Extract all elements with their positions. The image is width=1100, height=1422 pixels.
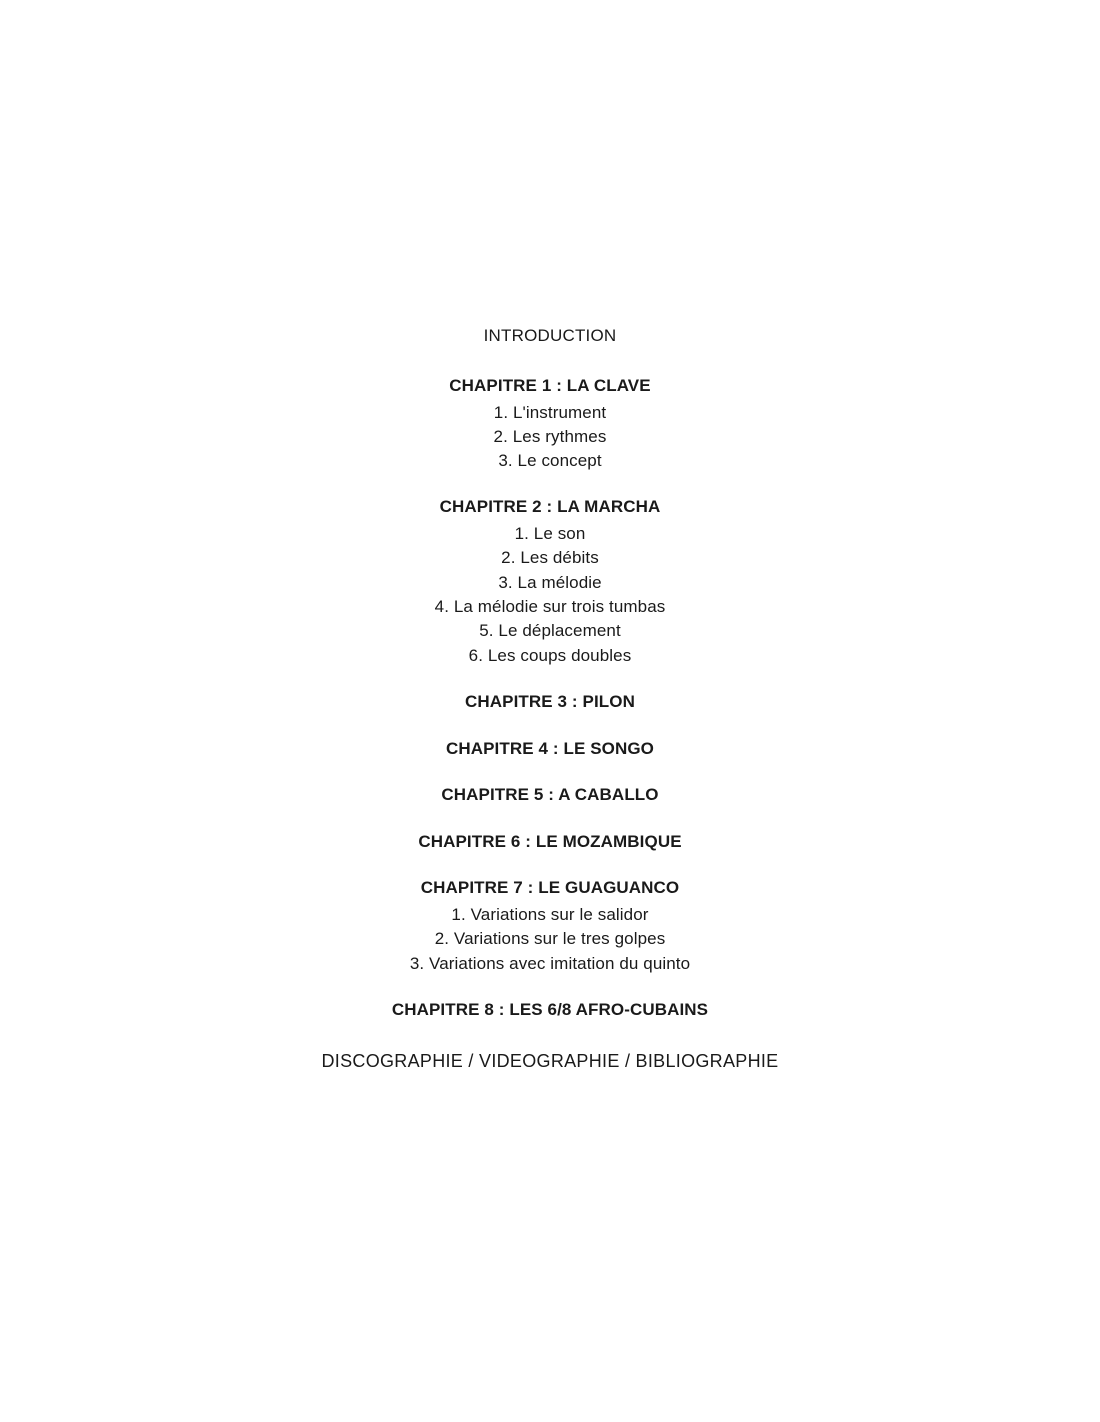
chapter-block-6 <box>0 830 1100 855</box>
chapter-block-2 <box>0 495 1100 667</box>
chapter-section-item: 3. Variations avec imitation du quinto <box>409 953 691 973</box>
chapter-section-item: 2. Variations sur le tres golpes <box>434 929 666 949</box>
chapter-title: CHAPITRE 1 : LA CLAVE <box>449 375 651 395</box>
chapter-title: CHAPITRE 7 : LE GUAGUANCO <box>420 878 680 898</box>
chapter-title: CHAPITRE 8 : LES 6/8 AFRO-CUBAINS <box>391 999 709 1019</box>
chapter-title: CHAPITRE 3 : PILON <box>465 691 635 711</box>
chapter-section-item: 1. Variations sur le salidor <box>451 905 649 925</box>
chapter-block-5 <box>0 783 1100 808</box>
toc-footer-entry: DISCOGRAPHIE / VIDEOGRAPHIE / BIBLIOGRAPHIE <box>321 1050 779 1071</box>
toc-intro-entry: INTRODUCTION <box>483 326 617 345</box>
chapter-title: CHAPITRE 6 : LE MOZAMBIQUE <box>418 831 682 851</box>
chapter-block-3 <box>0 690 1100 715</box>
chapter-section-item: 4. La mélodie sur trois tumbas <box>434 597 666 616</box>
chapter-title: CHAPITRE 5 : A CABALLO <box>441 785 659 805</box>
chapter-section-item: 1. L'instrument <box>493 402 607 422</box>
chapter-title: CHAPITRE 2 : LA MARCHA <box>439 497 661 517</box>
chapter-block-8 <box>0 998 1100 1023</box>
chapter-block-7 <box>0 876 1100 976</box>
chapter-section-item: 6. Les coups doubles <box>468 645 632 665</box>
chapter-section-item: 5. Le déplacement <box>479 621 621 641</box>
chapter-section-item: 2. Les débits <box>501 548 599 568</box>
chapter-title: CHAPITRE 4 : LE SONGO <box>445 738 654 758</box>
chapter-section-item: 1. Le son <box>514 524 586 544</box>
table-of-contents <box>0 325 1100 1073</box>
chapter-section-item: 3. La mélodie <box>498 572 602 592</box>
chapter-block-4 <box>0 737 1100 762</box>
chapter-section-item: 3. Le concept <box>498 451 602 471</box>
chapter-block-1 <box>0 374 1100 474</box>
chapter-section-item: 2. Les rythmes <box>493 426 607 446</box>
